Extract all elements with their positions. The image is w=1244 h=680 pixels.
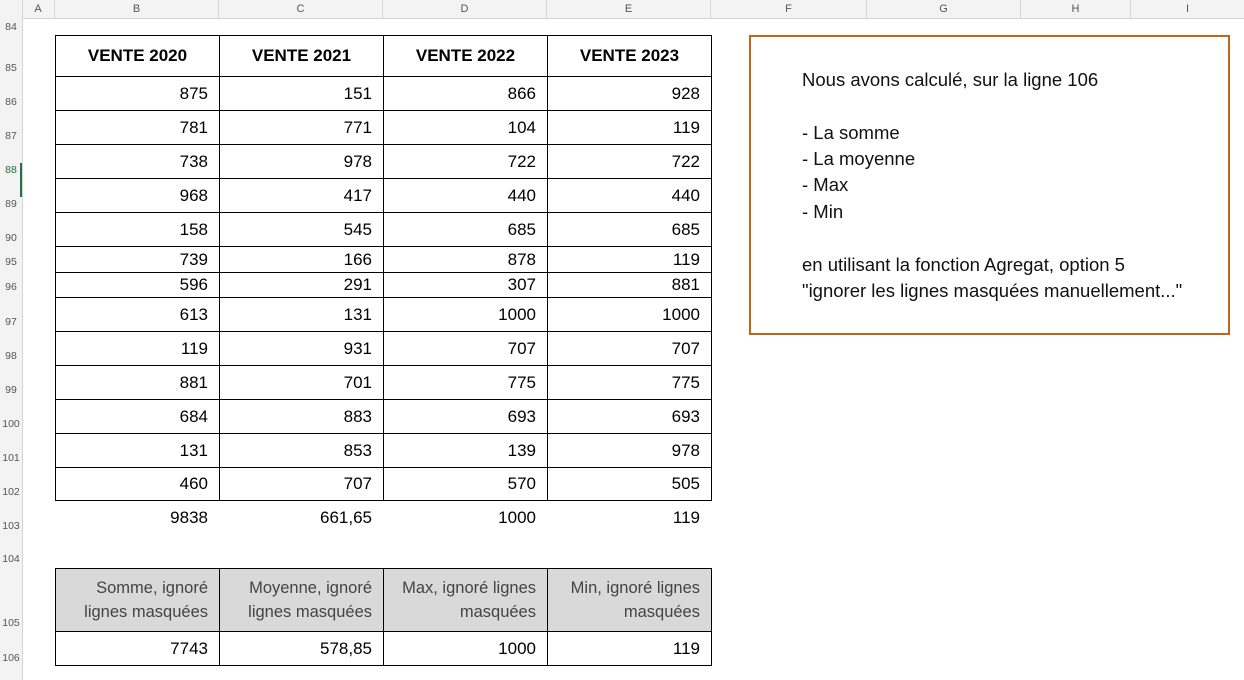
table-cell[interactable]: 693 bbox=[547, 399, 712, 434]
row-header[interactable]: 95 bbox=[5, 256, 17, 268]
table-cell[interactable]: 875 bbox=[55, 76, 220, 111]
table-cell[interactable]: 151 bbox=[219, 76, 384, 111]
row103-cell-d[interactable]: 1000 bbox=[498, 508, 536, 527]
note-footer-2: "ignorer les lignes masquées manuellement..." bbox=[802, 280, 1183, 301]
summary-header-max[interactable] bbox=[383, 568, 548, 632]
table-cell[interactable]: 307 bbox=[383, 272, 548, 298]
summary-value-somme[interactable]: 7743 bbox=[55, 631, 220, 666]
table-cell[interactable]: 545 bbox=[219, 212, 384, 247]
row-header[interactable]: 90 bbox=[5, 232, 17, 244]
column-header-a[interactable]: A bbox=[22, 0, 55, 18]
table-cell[interactable]: 596 bbox=[55, 272, 220, 298]
summary-header-line: Max, ignoré lignes bbox=[402, 579, 536, 597]
column-header-c[interactable]: C bbox=[219, 0, 383, 18]
row103-cell-e[interactable]: 119 bbox=[672, 508, 700, 527]
row-header[interactable]: 89 bbox=[5, 198, 17, 210]
note-item-somme: - La somme bbox=[802, 122, 900, 143]
row-header[interactable]: 100 bbox=[2, 418, 20, 430]
summary-value-min[interactable]: 119 bbox=[547, 631, 712, 666]
table-cell[interactable]: 931 bbox=[219, 331, 384, 366]
summary-header-line: lignes masquées bbox=[84, 603, 208, 621]
column-header-bar bbox=[0, 0, 1244, 19]
table-cell[interactable]: 883 bbox=[219, 399, 384, 434]
row-header[interactable]: 84 bbox=[5, 21, 17, 33]
note-title: Nous avons calculé, sur la ligne 106 bbox=[802, 69, 1099, 90]
note-item-max: - Max bbox=[802, 174, 849, 195]
table-cell[interactable]: 119 bbox=[547, 110, 712, 145]
column-header-e[interactable]: E bbox=[547, 0, 711, 18]
table-cell[interactable]: 685 bbox=[547, 212, 712, 247]
table-cell[interactable]: 291 bbox=[219, 272, 384, 298]
table-cell[interactable]: 771 bbox=[219, 110, 384, 145]
table-cell[interactable]: 460 bbox=[55, 467, 220, 501]
table-cell[interactable]: 978 bbox=[547, 433, 712, 468]
summary-header-line: Moyenne, ignoré bbox=[249, 579, 372, 597]
column-header-g[interactable]: G bbox=[867, 0, 1021, 18]
table-cell[interactable]: 440 bbox=[383, 178, 548, 213]
table-cell[interactable]: 440 bbox=[547, 178, 712, 213]
table-cell[interactable]: 781 bbox=[55, 110, 220, 145]
table-cell[interactable]: 119 bbox=[55, 331, 220, 366]
table-cell[interactable]: 775 bbox=[383, 365, 548, 400]
select-all-corner[interactable] bbox=[0, 0, 23, 18]
summary-header-line: masquées bbox=[623, 603, 700, 621]
header-vente-2022[interactable]: VENTE 2022 bbox=[383, 35, 548, 77]
row103-cell-b[interactable]: 9838 bbox=[170, 508, 208, 527]
table-cell[interactable]: 570 bbox=[383, 467, 548, 501]
row-header-selected[interactable]: 88 bbox=[5, 164, 17, 176]
column-header-i[interactable]: I bbox=[1185, 3, 1190, 15]
table-cell[interactable]: 968 bbox=[55, 178, 220, 213]
column-header-b[interactable]: B bbox=[55, 0, 219, 18]
table-cell[interactable]: 1000 bbox=[547, 297, 712, 332]
column-header-d[interactable]: D bbox=[383, 0, 547, 18]
row-header[interactable]: 101 bbox=[2, 452, 20, 464]
table-cell[interactable]: 853 bbox=[219, 433, 384, 468]
row-header[interactable]: 102 bbox=[2, 486, 20, 498]
row103-cell-c[interactable]: 661,65 bbox=[320, 508, 372, 527]
table-cell[interactable]: 613 bbox=[55, 297, 220, 332]
summary-value-moyenne[interactable]: 578,85 bbox=[219, 631, 384, 666]
table-cell[interactable]: 707 bbox=[547, 331, 712, 366]
header-vente-2023[interactable]: VENTE 2023 bbox=[547, 35, 712, 77]
note-item-moyenne: - La moyenne bbox=[802, 148, 916, 169]
table-cell[interactable]: 104 bbox=[383, 110, 548, 145]
table-cell[interactable]: 166 bbox=[219, 246, 384, 273]
table-cell[interactable]: 1000 bbox=[383, 297, 548, 332]
table-cell[interactable]: 775 bbox=[547, 365, 712, 400]
row-header[interactable]: 97 bbox=[5, 316, 17, 328]
column-header-f[interactable]: F bbox=[711, 0, 867, 18]
summary-header-line: Somme, ignoré bbox=[96, 579, 208, 597]
summary-header-line: masquées bbox=[459, 603, 536, 621]
table-cell[interactable]: 722 bbox=[547, 144, 712, 179]
note-footer-1: en utilisant la fonction Agregat, option 5 bbox=[802, 254, 1125, 275]
row-header[interactable]: 86 bbox=[5, 96, 17, 108]
table-cell[interactable]: 878 bbox=[383, 246, 548, 273]
summary-header-line: lignes masquées bbox=[248, 603, 372, 621]
table-cell[interactable]: 701 bbox=[219, 365, 384, 400]
row-header-bar bbox=[0, 18, 23, 680]
table-cell[interactable]: 928 bbox=[547, 76, 712, 111]
summary-value-max[interactable]: 1000 bbox=[383, 631, 548, 666]
row-header[interactable]: 105 bbox=[2, 617, 20, 629]
column-header-h[interactable]: H bbox=[1021, 0, 1131, 18]
table-cell[interactable]: 707 bbox=[383, 331, 548, 366]
note-item-min: - Min bbox=[802, 201, 844, 222]
header-vente-2021[interactable]: VENTE 2021 bbox=[219, 35, 384, 77]
row-header[interactable]: 87 bbox=[5, 130, 17, 142]
table-cell[interactable]: 131 bbox=[219, 297, 384, 332]
row-header[interactable]: 104 bbox=[2, 553, 20, 565]
explanation-text-box[interactable] bbox=[749, 35, 1230, 335]
header-vente-2020[interactable]: VENTE 2020 bbox=[55, 35, 220, 77]
row-header[interactable]: 99 bbox=[5, 384, 17, 396]
row-header[interactable]: 106 bbox=[2, 652, 20, 664]
table-cell[interactable]: 505 bbox=[547, 467, 712, 501]
summary-header-min[interactable] bbox=[547, 568, 712, 632]
table-cell[interactable]: 881 bbox=[547, 272, 712, 298]
table-cell[interactable]: 738 bbox=[55, 144, 220, 179]
row-header[interactable]: 85 bbox=[5, 62, 17, 74]
table-cell[interactable]: 417 bbox=[219, 178, 384, 213]
table-cell[interactable]: 119 bbox=[547, 246, 712, 273]
table-cell[interactable]: 158 bbox=[55, 212, 220, 247]
table-cell[interactable]: 139 bbox=[383, 433, 548, 468]
table-cell[interactable]: 739 bbox=[55, 246, 220, 273]
table-cell[interactable]: 978 bbox=[219, 144, 384, 179]
table-cell[interactable]: 684 bbox=[55, 399, 220, 434]
summary-header-moyenne[interactable] bbox=[219, 568, 384, 632]
summary-header-somme[interactable] bbox=[55, 568, 220, 632]
row-header[interactable]: 96 bbox=[5, 281, 17, 293]
table-cell[interactable]: 881 bbox=[55, 365, 220, 400]
row-header[interactable]: 98 bbox=[5, 350, 17, 362]
summary-header-line: Min, ignoré lignes bbox=[570, 579, 700, 597]
table-cell[interactable]: 722 bbox=[383, 144, 548, 179]
table-cell[interactable]: 131 bbox=[55, 433, 220, 468]
row-header[interactable]: 103 bbox=[2, 520, 20, 532]
table-cell[interactable]: 693 bbox=[383, 399, 548, 434]
table-cell[interactable]: 685 bbox=[383, 212, 548, 247]
table-cell[interactable]: 866 bbox=[383, 76, 548, 111]
table-cell[interactable]: 707 bbox=[219, 467, 384, 501]
